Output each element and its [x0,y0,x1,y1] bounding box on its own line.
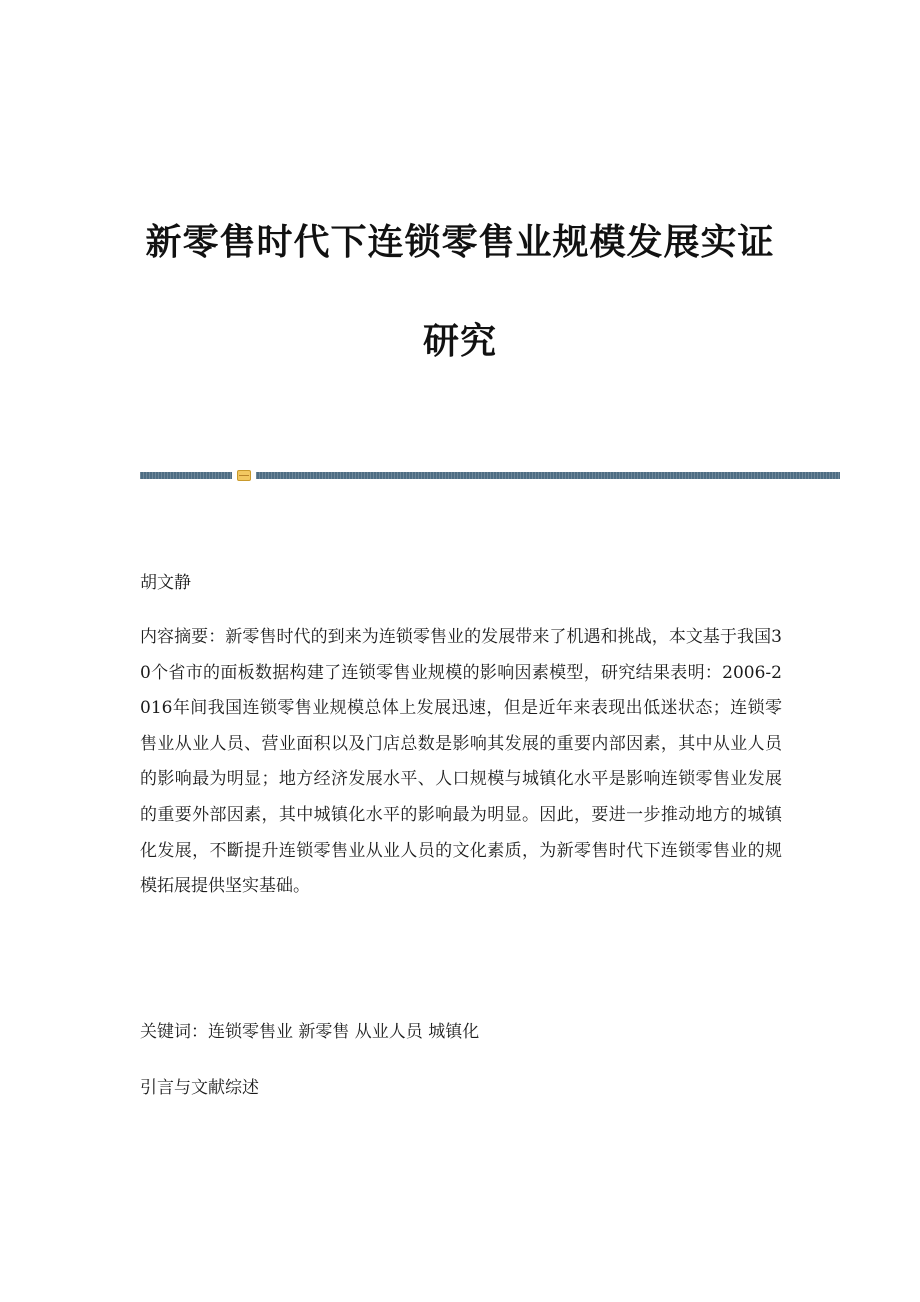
keywords-line: 关键词：连锁零售业 新零售 从业人员 城镇化 [140,1022,480,1042]
document-title-line-1: 新零售时代下连锁零售业规模发展实证 [145,221,775,263]
title-divider [140,470,840,480]
abstract-paragraph: 内容摘要：新零售时代的到来为连锁零售业的发展带来了机遇和挑战，本文基于我国30个省市的面板数据构建了连锁零售业规模的影响因素模型，研究结果表明：2006-2016年间我国连锁零售业规模总体上发展迅速，但是近年来表现出低迷状态；连锁零售业从业人员、营业面积以及门店总数是影响其发展的重要内部因素，其中从业人员的影响最为明显；地方经济发展水平、人口规模与城镇化水平是影响连锁零售业发展的重要外部因素，其中城镇化水平的影响最为明显。因此，要进一步推动地方的城镇化发展，不斷提升连锁零售业从业人员的文化素质，为新零售时代下连锁零售业的规模拓展提供坚实基础。 [140,627,782,897]
divider-bar-left [140,472,232,479]
divider-bar-right [256,472,840,479]
author-name: 胡文静 [140,573,191,593]
document-title-line-2: 研究 [422,320,497,362]
section-heading: 引言与文献综述 [140,1078,259,1098]
envelope-ornament-icon [237,470,251,481]
